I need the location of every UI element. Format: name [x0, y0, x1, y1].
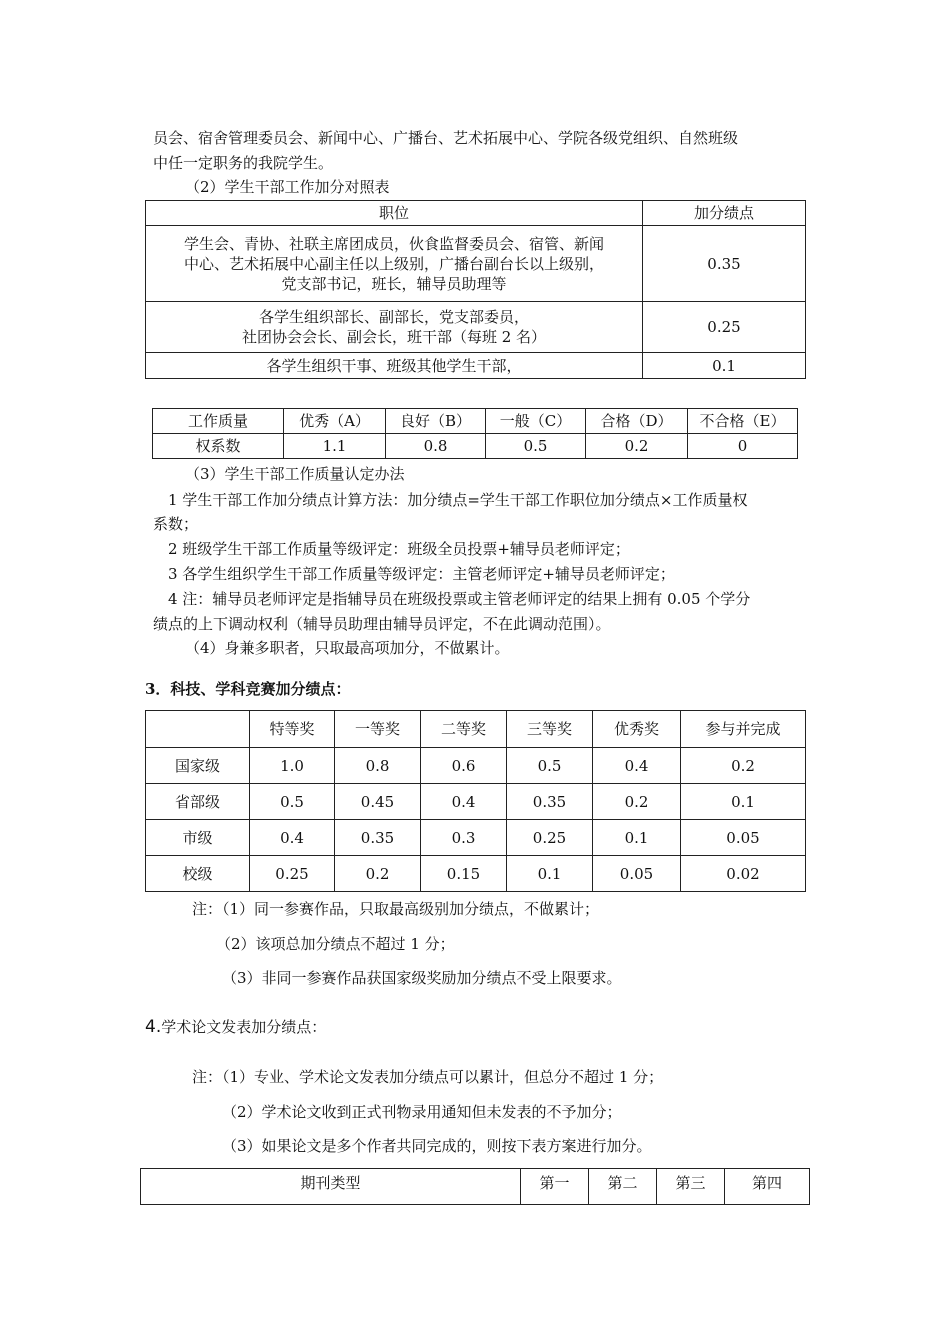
- header-cell: 第四: [725, 1169, 810, 1205]
- quality-weight-table: [152, 408, 798, 459]
- header-cell: 二等奖: [421, 711, 507, 748]
- quality-method-item-5: （4）身兼多职者，只取最高项加分，不做累计。: [185, 639, 510, 657]
- score-cell: 0.1: [681, 784, 806, 820]
- competition-note-3: （3）非同一参赛作品获国家级奖励加分绩点不受上限要求。: [222, 969, 622, 987]
- quality-method-title: （3）学生干部工作质量认定办法: [185, 465, 405, 483]
- quality-grade-cell: 不合格（E）: [688, 409, 798, 434]
- intro-line-2: 中任一定职务的我院学生。: [153, 154, 334, 172]
- header-cell: 第二: [589, 1169, 657, 1205]
- score-cell: 0.3: [421, 820, 507, 856]
- header-cell: 三等奖: [507, 711, 593, 748]
- table-row: [146, 820, 806, 856]
- score-cell: 0.4: [250, 820, 335, 856]
- intro-line-1: 员会、宿舍管理委员会、新闻中心、广播台、艺术拓展中心、学院各级党组织、自然班级: [153, 129, 739, 147]
- quality-method-item-4-cont: 绩点的上下调动权利（辅导员助理由辅导员评定，不在此调动范围）。: [153, 615, 611, 633]
- header-cell: 职位: [146, 201, 643, 226]
- position-cell: [146, 302, 643, 353]
- table-row: [146, 201, 806, 226]
- score-cell: 0.35: [335, 820, 421, 856]
- quality-grade-cell: 一般（C）: [486, 409, 586, 434]
- level-cell: 校级: [146, 856, 250, 892]
- paper-author-table: [140, 1168, 810, 1205]
- header-cell: 第三: [657, 1169, 725, 1205]
- table-row: [146, 748, 806, 784]
- header-cell: [146, 711, 250, 748]
- quality-method-item-1-cont: 系数；: [153, 515, 199, 533]
- score-cell: 0.1: [643, 353, 806, 379]
- table-row: [141, 1169, 810, 1205]
- score-cell: 0.4: [593, 748, 681, 784]
- table-row: [153, 434, 798, 459]
- score-cell: 0.2: [681, 748, 806, 784]
- level-cell: 省部级: [146, 784, 250, 820]
- header-cell: 加分绩点: [643, 201, 806, 226]
- cadre-score-table: [145, 200, 806, 379]
- position-line: 党支部书记，班长，辅导员助理等: [281, 274, 507, 293]
- level-cell: 国家级: [146, 748, 250, 784]
- score-cell: 0.05: [681, 820, 806, 856]
- cadre-table-caption: （2）学生干部工作加分对照表: [185, 178, 390, 196]
- score-cell: 0.25: [643, 302, 806, 353]
- score-cell: 0.35: [643, 226, 806, 302]
- competition-score-table: [145, 710, 806, 892]
- quality-grade-cell: 合格（D）: [586, 409, 688, 434]
- score-cell: 0.25: [507, 820, 593, 856]
- papers-section-text: 学术论文发表加分绩点：: [161, 1018, 327, 1036]
- level-cell: 市级: [146, 820, 250, 856]
- papers-section-title: [145, 1017, 326, 1037]
- score-cell: 0.1: [507, 856, 593, 892]
- quality-method-item-1: 1 学生干部工作加分绩点计算方法：加分绩点=学生干部工作职位加分绩点×工作质量权: [168, 491, 748, 509]
- weight-cell: 0.8: [386, 434, 486, 459]
- quality-method-item-4: 4 注：辅导员老师评定是指辅导员在班级投票或主管老师评定的结果上拥有 0.05 个学分: [168, 590, 751, 608]
- header-cell: 第一: [521, 1169, 589, 1205]
- position-line: 各学生组织部长、副部长，党支部委员，: [258, 308, 529, 326]
- header-cell: 一等奖: [335, 711, 421, 748]
- position-line: 各学生组织干事、班级其他学生干部，: [266, 356, 522, 375]
- papers-note-2: （2）学术论文收到正式刊物录用通知但未发表的不予加分；: [222, 1103, 622, 1121]
- table-row: [146, 784, 806, 820]
- weight-cell: 0: [688, 434, 798, 459]
- quality-method-item-2: 2 班级学生干部工作质量等级评定：班级全员投票+辅导员老师评定；: [168, 540, 630, 558]
- quality-grade-cell: 优秀（A）: [284, 409, 386, 434]
- quality-method-item-3: 3 各学生组织学生干部工作质量等级评定：主管老师评定+辅导员老师评定；: [168, 565, 675, 583]
- score-cell: 0.02: [681, 856, 806, 892]
- quality-grade-cell: 良好（B）: [386, 409, 486, 434]
- weight-cell: 1.1: [284, 434, 386, 459]
- score-cell: 0.8: [335, 748, 421, 784]
- score-cell: 0.2: [335, 856, 421, 892]
- table-row: [146, 226, 806, 302]
- position-cell: [146, 226, 643, 302]
- papers-section-number: 4.: [145, 1017, 162, 1037]
- score-cell: 0.35: [507, 784, 593, 820]
- competition-note-2: （2）该项总加分绩点不超过 1 分；: [216, 935, 455, 953]
- position-line: 学生会、青协、社联主席团成员，伙食监督委员会、宿管、新闻: [183, 234, 604, 253]
- score-cell: 0.45: [335, 784, 421, 820]
- weight-label-cell: 权系数: [153, 434, 284, 459]
- header-cell: 优秀奖: [593, 711, 681, 748]
- table-row: [146, 302, 806, 353]
- weight-cell: 0.2: [586, 434, 688, 459]
- score-cell: 0.5: [507, 748, 593, 784]
- score-cell: 0.2: [593, 784, 681, 820]
- score-cell: 0.15: [421, 856, 507, 892]
- score-cell: 0.1: [593, 820, 681, 856]
- score-cell: 0.5: [250, 784, 335, 820]
- header-cell: 特等奖: [250, 711, 335, 748]
- position-line: 社团协会会长、副会长，班干部（每班 2 名）: [241, 328, 547, 346]
- score-cell: 1.0: [250, 748, 335, 784]
- quality-label-cell: 工作质量: [153, 409, 284, 434]
- competition-section-title: 3．科技、学科竞赛加分绩点：: [145, 680, 351, 698]
- table-row: [146, 711, 806, 748]
- header-cell: 期刊类型: [141, 1169, 521, 1205]
- position-line: 中心、艺术拓展中心副主任以上级别，广播台副台长以上级别，: [183, 254, 604, 273]
- papers-note-3: （3）如果论文是多个作者共同完成的，则按下表方案进行加分。: [222, 1137, 652, 1155]
- score-cell: 0.25: [250, 856, 335, 892]
- score-cell: 0.4: [421, 784, 507, 820]
- competition-note-1: 注：（1）同一参赛作品，只取最高级别加分绩点，不做累计；: [192, 900, 600, 918]
- table-row: [146, 856, 806, 892]
- header-cell: 参与并完成: [681, 711, 806, 748]
- table-row: [146, 353, 806, 379]
- position-cell: [146, 353, 643, 379]
- papers-note-1: 注：（1）专业、学术论文发表加分绩点可以累计，但总分不超过 1 分；: [192, 1068, 664, 1086]
- score-cell: 0.6: [421, 748, 507, 784]
- weight-cell: 0.5: [486, 434, 586, 459]
- table-row: [153, 409, 798, 434]
- score-cell: 0.05: [593, 856, 681, 892]
